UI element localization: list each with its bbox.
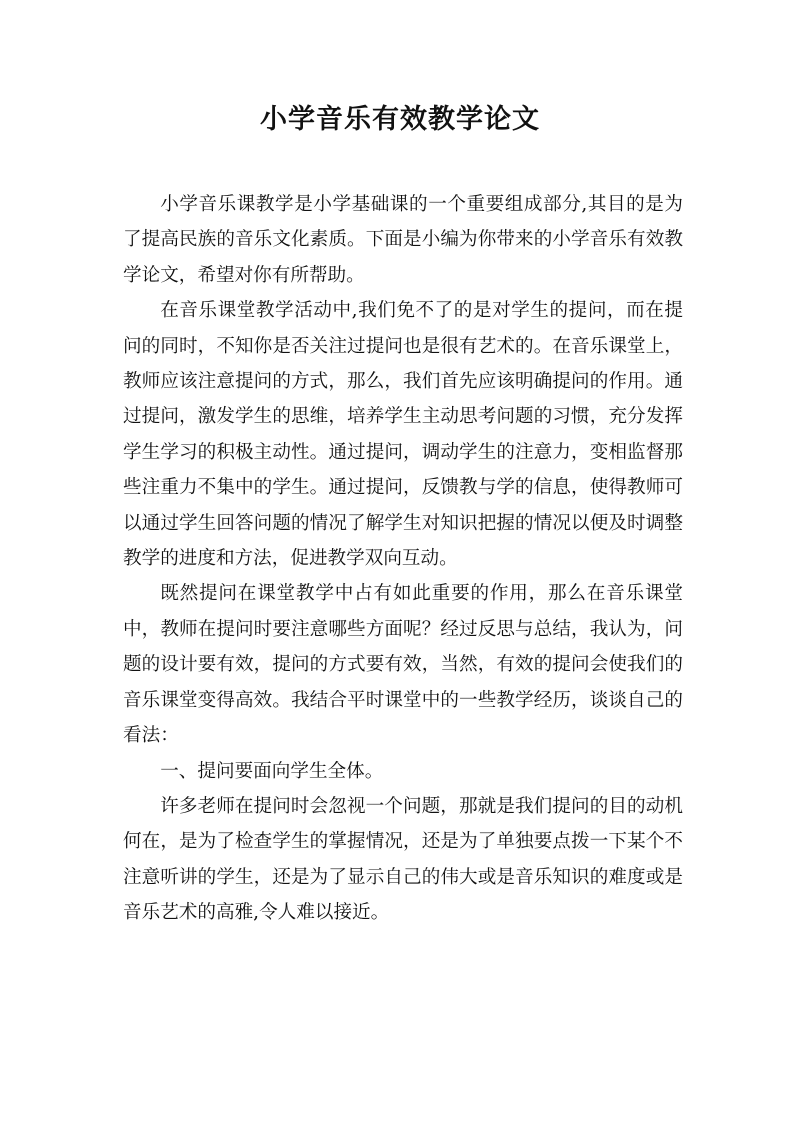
paragraph-reflection: 既然提问在课堂教学中占有如此重要的作用，那么在音乐课堂中，教师在提问时要注意哪些方面呢？经过反思与总结，我认为，问题的设计要有效，提问的方式要有效，当然，有效的提问会使我们的音乐课堂变得高效。我结合平时课堂中的一些教学经历，谈谈自己的看法： xyxy=(123,583,683,747)
document-body xyxy=(123,187,683,931)
document-title: 小学音乐有效教学论文 xyxy=(260,104,540,135)
paragraph-intro: 小学音乐课教学是小学基础课的一个重要组成部分,其目的是为了提高民族的音乐文化素质。下面是小编为你带来的小学音乐有效教学论文，希望对你有所帮助。 xyxy=(123,194,683,286)
paragraph-questioning-motive: 许多老师在提问时会忽视一个问题，那就是我们提问的目的动机何在，是为了检查学生的掌握情况，还是为了单独要点拨一下某个不注意听讲的学生，还是为了显示自己的伟大或是音乐知识的难度或是音乐艺术的高雅,令人难以接近。 xyxy=(123,795,683,924)
paragraph-questioning-role: 在音乐课堂教学活动中,我们免不了的是对学生的提问，而在提问的同时，不知你是否关注过提问也是很有艺术的。在音乐课堂上，教师应该注意提问的方式，那么，我们首先应该明确提问的作用。通过提问，激发学生的思维，培养学生主动思考问题的习惯，充分发挥学生学习的积极主动性。通过提问，调动学生的注意力，变相监督那些注重力不集中的学生。通过提问，反馈教与学的信息，使得教师可以通过学生回答问题的情况了解学生对知识把握的情况以便及时调整教学的进度和方法，促进教学双向互动。 xyxy=(123,300,683,570)
section-heading-1: 一、提问要面向学生全体。 xyxy=(160,760,384,782)
